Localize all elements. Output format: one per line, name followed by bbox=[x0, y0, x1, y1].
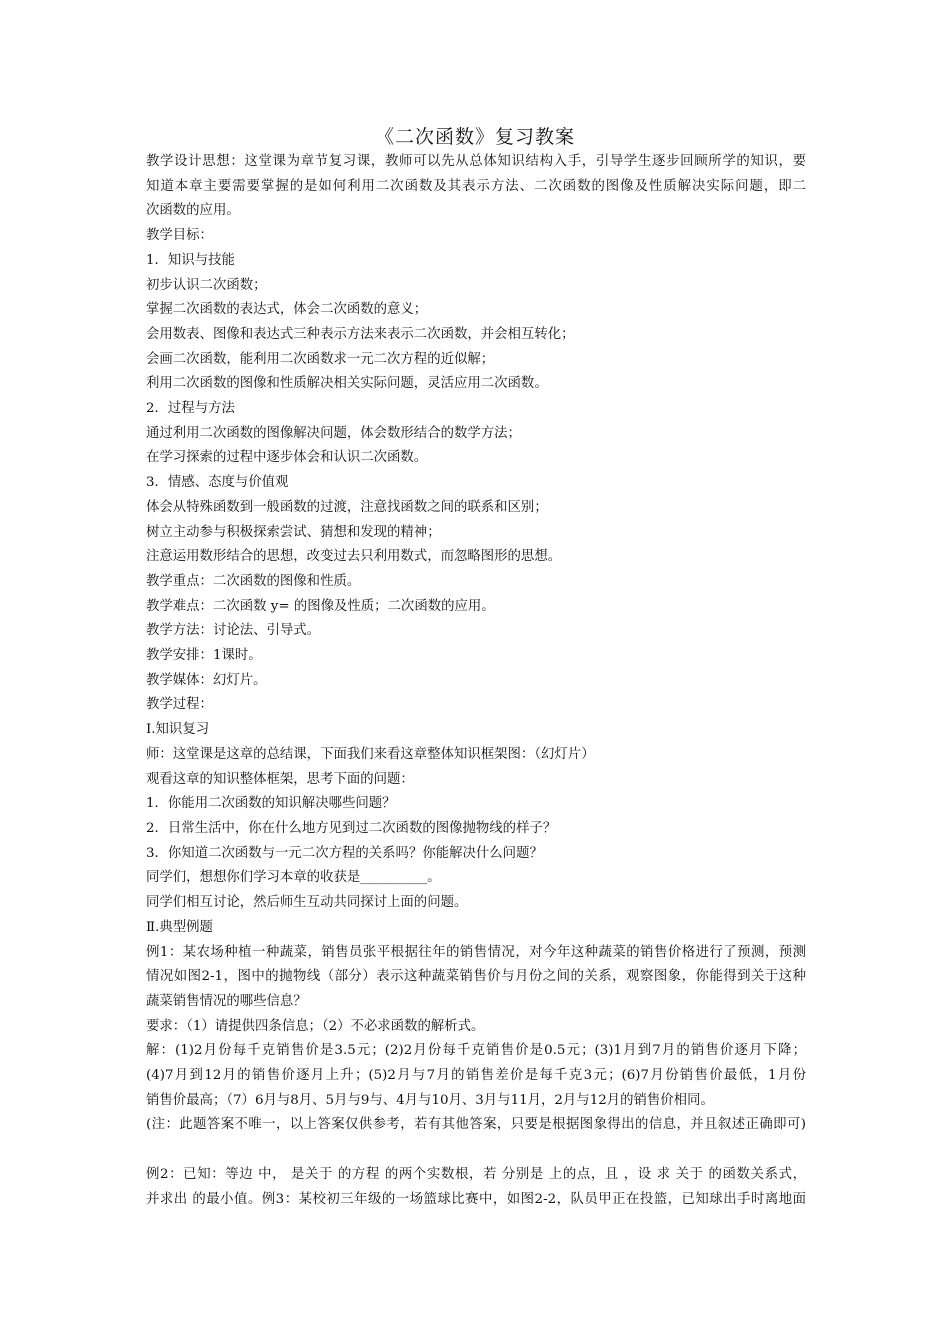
paragraph-line: (4)7月到12月的销售价逐月上升；(5)2月与7月的销售差价是每千克3元；(6)7月份销售价最低，1月份 bbox=[146, 1068, 806, 1084]
paragraph-line: 知道本章主要需要掌握的是如何利用二次函数及其表示方法、二次函数的图像及性质解决实际问题，即二 bbox=[146, 178, 806, 194]
section-heading: Ⅰ.知识复习 bbox=[146, 722, 210, 738]
question-line: 1．你能用二次函数的知识解决哪些问题？ bbox=[146, 796, 396, 812]
paragraph-line: 次函数的应用。 bbox=[146, 203, 240, 219]
paragraph-line: 观看这章的知识整体框架，思考下面的问题： bbox=[146, 771, 414, 787]
question-line: 3．你知道二次函数与一元二次方程的关系吗？你能解决什么问题？ bbox=[146, 845, 543, 861]
paragraph-line: 例2：已知：等边 中， 是关于 的方程 的两个实数根，若 分别是 上的点，且 ，设 求 关于 的函数关系式， bbox=[146, 1166, 806, 1182]
paragraph-line: 教学难点：二次函数 y= 的图像及性质；二次函数的应用。 bbox=[146, 598, 495, 614]
paragraph-line: 体会从特殊函数到一般函数的过渡，注意找函数之间的联系和区别； bbox=[146, 499, 548, 515]
section-heading: Ⅱ.典型例题 bbox=[146, 919, 213, 935]
section-heading: 教学目标： bbox=[146, 228, 213, 244]
paragraph-line: 解：(1)2月份每千克销售价是3.5元；(2)2月份每千克销售价是0.5元；(3)1月到7月的销售价逐月下降； bbox=[146, 1043, 806, 1059]
subsection-heading: 2．过程与方法 bbox=[146, 401, 235, 417]
paragraph-line: 教学方法：讨论法、引导式。 bbox=[146, 623, 321, 639]
paragraph-line: 会画二次函数，能利用二次函数求一元二次方程的近似解； bbox=[146, 351, 495, 367]
note-line: (注：此题答案不唯一，以上答案仅供参考，若有其他答案，只要是根据图象得出的信息，并且叙述正确即可) bbox=[146, 1117, 806, 1133]
paragraph-line: 销售价最高；（7）6月与8月、5月与9与、4月与10月、3月与11月，2月与12月的销售价相同。 bbox=[146, 1092, 714, 1108]
paragraph-line: 初步认识二次函数； bbox=[146, 277, 267, 293]
paragraph-line: 注意运用数形结合的思想，改变过去只利用数式，而忽略图形的思想。 bbox=[146, 549, 562, 565]
paragraph-line: 并求出 的最小值。例3：某校初三年级的一场篮球比赛中，如图2-2，队员甲正在投篮，已知球出手时离地面 bbox=[146, 1191, 806, 1207]
paragraph-line: 情况如图2-1，图中的抛物线（部分）表示这种蔬菜销售价与月份之间的关系，观察图象，你能得到关于这种 bbox=[146, 969, 806, 985]
paragraph-line: 教学安排：1课时。 bbox=[146, 648, 262, 664]
paragraph-line: 同学们相互讨论，然后师生互动共同探讨上面的问题。 bbox=[146, 895, 468, 911]
paragraph-line: 在学习探索的过程中逐步体会和认识二次函数。 bbox=[146, 450, 428, 466]
paragraph-line: 掌握二次函数的表达式，体会二次函数的意义； bbox=[146, 302, 428, 318]
paragraph-line: 教学设计思想：这堂课为章节复习课，教师可以先从总体知识结构入手，引导学生逐步回顾所学的知识，要 bbox=[146, 154, 806, 169]
paragraph-line: 树立主动参与积极探索尝试、猜想和发现的精神； bbox=[146, 524, 441, 540]
subsection-heading: 3．情感、态度与价值观 bbox=[146, 475, 289, 491]
section-heading: 教学过程： bbox=[146, 697, 213, 713]
paragraph-line: 通过利用二次函数的图像解决问题，体会数形结合的数学方法； bbox=[146, 425, 521, 441]
paragraph-line: 教学重点：二次函数的图像和性质。 bbox=[146, 573, 361, 589]
paragraph-line: 师：这堂课是这章的总结课，下面我们来看这章整体知识框架图：（幻灯片） bbox=[146, 746, 595, 762]
subsection-heading: 1．知识与技能 bbox=[146, 252, 235, 268]
paragraph-line: 教学媒体：幻灯片。 bbox=[146, 672, 267, 688]
blank-line bbox=[146, 1138, 806, 1163]
paragraph-line: 利用二次函数的图像和性质解决相关实际问题，灵活应用二次函数。 bbox=[146, 376, 548, 392]
paragraph-line: 蔬菜销售情况的哪些信息？ bbox=[146, 993, 307, 1009]
document-title: 《二次函数》复习教案 bbox=[374, 126, 575, 148]
paragraph-line: 同学们，想想你们学习本章的收获是__________。 bbox=[146, 870, 441, 886]
paragraph-line: 要求：（1）请提供四条信息；（2）不必求函数的解析式。 bbox=[146, 1018, 485, 1034]
paragraph-line: 会用数表、图像和表达式三种表示方法来表示二次函数，并会相互转化； bbox=[146, 326, 575, 342]
question-line: 2．日常生活中，你在什么地方见到过二次函数的图像抛物线的样子？ bbox=[146, 820, 557, 836]
document-body bbox=[146, 150, 806, 1212]
paragraph-line: 例1：某农场种植一种蔬菜，销售员张平根据往年的销售情况，对今年这种蔬菜的销售价格进行了预测，预测 bbox=[146, 944, 806, 960]
